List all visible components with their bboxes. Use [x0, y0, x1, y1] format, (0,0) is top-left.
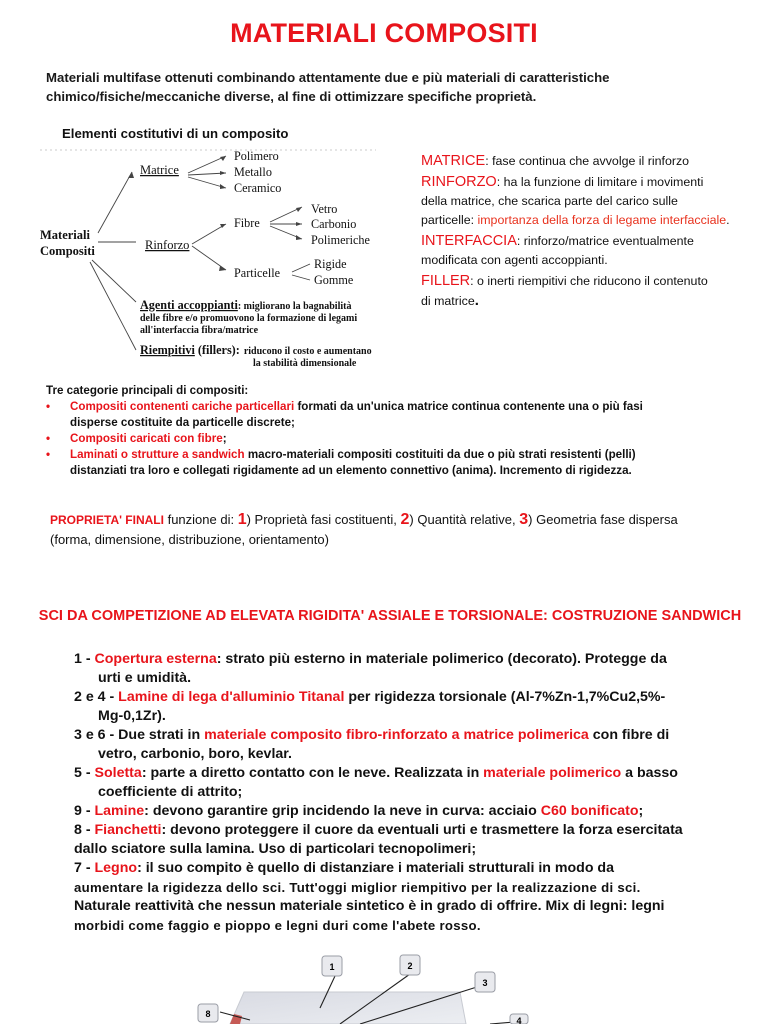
- ski-cross-section-figure: [190, 948, 550, 1024]
- ski-section-title: SCI DA COMPETIZIONE AD ELEVATA RIGIDITA' ASSIALE E TORSIONALE: COSTRUZIONE SANDWICH: [38, 608, 742, 624]
- final-properties-label: PROPRIETA' FINALI: [50, 513, 164, 527]
- diagram-root-2: Compositi: [40, 244, 95, 258]
- callout-2: [400, 955, 420, 975]
- diagram-agenti-desc-3: all'interfaccia fibra/matrice: [140, 325, 259, 336]
- diagram-polimeriche: Polimeriche: [311, 233, 370, 247]
- diagram-carbonio: Carbonio: [311, 217, 357, 231]
- diagram-metallo: Metallo: [234, 165, 272, 179]
- composite-categories: [46, 383, 746, 479]
- final-properties: PROPRIETA' FINALI funzione di: 1) Proprietà fasi costituenti, 2) Quantità relative, 3) Geometria fase dispersa (forma, dimensione, distribuzione, orientamento): [50, 511, 678, 547]
- list-item: 2 e 4 - Lamine di lega d'alluminio Titanal per rigidezza torsionale (Al-7%Zn-1,7%Cu2,5%-: [74, 689, 666, 705]
- term-filler: FILLER: [421, 273, 471, 289]
- diagram-heading: Elementi costitutivi di un composito: [62, 126, 289, 141]
- diagram-matrice: Matrice: [140, 163, 179, 177]
- list-item: 7 - Legno: il suo compito è quello di distanziare i materiali strutturali in modo da: [74, 860, 614, 876]
- svg-text:4: 4: [516, 1016, 522, 1024]
- intro-line-1: Materiali multifase ottenuti combinando attentamente due e più materiali di caratteristiche: [46, 70, 610, 85]
- diagram-riempitivi: Riempitivi (fillers): riducono il costo e aumentano: [140, 343, 372, 357]
- page-title: MATERIALI COMPOSITI: [230, 18, 538, 48]
- callout-3: [475, 972, 495, 992]
- diagram-riempitivi-desc-2: la stabilità dimensionale: [253, 358, 357, 369]
- callout-4: [510, 1014, 528, 1024]
- list-item: • Compositi contenenti cariche particellari formati da un'unica matrice continua contenente una o più fasi: [46, 399, 746, 415]
- rinforzo-highlight: importanza della forza di legame interfacciale: [477, 213, 727, 227]
- intro-paragraph: [46, 68, 696, 106]
- categories-list: • Compositi contenenti cariche particellari formati da un'unica matrice continua contenente una o più fasi disperse costituite da particelle discrete; • Compositi caricati con fibre; • Laminati o strutture a sandwich macro-materiali compositi costituiti da due o più strati resistenti (pelli) distanziati tra loro e collegati rigidamente ad un elemento connettivo (anima). Incremento di rigidezza.: [46, 399, 746, 479]
- diagram-gomme: Gomme: [314, 273, 354, 287]
- term-rinforzo: RINFORZO: [421, 174, 497, 190]
- diagram-agenti-desc-2: delle fibre e/o promuovono la formazione di legami: [140, 313, 358, 324]
- diagram-agenti: Agenti accoppianti: migliorano la bagnabilità: [140, 298, 352, 312]
- diagram-vetro: Vetro: [311, 202, 338, 216]
- definitions-panel: [421, 152, 751, 313]
- composite-elements-diagram: [40, 120, 420, 370]
- diagram-polimero: Polimero: [234, 149, 279, 163]
- diagram-root-1: Materiali: [40, 228, 90, 242]
- list-item: 5 - Soletta: parte a diretto contatto con le neve. Realizzata in materiale polimerico a basso: [74, 765, 678, 781]
- diagram-rigide: Rigide: [314, 257, 347, 271]
- svg-text:8: 8: [205, 1009, 211, 1019]
- diagram-particelle: Particelle: [234, 266, 281, 280]
- def-rinforzo: RINFORZO: ha la funzione di limitare i movimenti della matrice, che scarica parte del carico sulle particelle: importanza della forza di legame interfacciale.: [421, 174, 730, 227]
- ski-components-list: 1 - Copertura esterna: strato più esterno in materiale polimerico (decorato). Protegge da urti e umidità. 2 e 4 - Lamine di lega d'alluminio Titanal per rigidezza torsionale (Al-7%Zn-1,7%Cu2,5%- Mg-0,1Zr). 3 e 6 - Due strati in materiale composito fibro-rinforzato a matrice polimerica con fibre di vetro, carbonio, boro, kevlar. 5 - Soletta: parte a diretto contatto con le neve. Realizzata in materiale polimerico a basso coefficiente di attrito; 9 - Lamine: devono garantire grip incidendo la neve in curva: acciaio C60 bonificato; 8 - Fianchetti: devono proteggere il cuore da eventuali urti e trasmettere la forza esercitata dallo sciatore sulla lamina. Uso di particolari tecnopolimeri; 7 - Legno: il suo compito è quello di distanziare i materiali strutturali in modo da aumentare la rigidezza dello sci. Tutt'oggi miglior riempitivo per la realizzazione di sci. Naturale reattività che nessun materiale sintetico è in grado di offrire. Mix di legni: legni morbidi come faggio e pioppo e legni duri come l'abete rosso.: [74, 650, 754, 935]
- def-interfaccia: INTERFACCIA: rinforzo/matrice eventualmente modificata con agenti accoppianti.: [421, 233, 694, 267]
- list-item: 1 - Copertura esterna: strato più esterno in materiale polimerico (decorato). Protegge da: [74, 651, 667, 667]
- ski-body: [230, 992, 466, 1024]
- list-item: • Compositi caricati con fibre;: [46, 431, 746, 447]
- diagram-rinforzo: Rinforzo: [145, 238, 190, 252]
- list-item: • Laminati o strutture a sandwich macro-materiali compositi costituiti da due o più strati resistenti (pelli): [46, 447, 746, 463]
- term-interfaccia: INTERFACCIA: [421, 233, 517, 249]
- categories-heading: Tre categorie principali di compositi:: [46, 384, 249, 397]
- list-item: 8 - Fianchetti: devono proteggere il cuore da eventuali urti e trasmettere la forza esercitata: [74, 822, 683, 838]
- term-matrice: MATRICE: [421, 153, 486, 169]
- def-filler: FILLER: o inerti riempitivi che riducono il contenuto di matrice.: [421, 273, 708, 309]
- svg-text:2: 2: [407, 961, 413, 971]
- svg-text:1: 1: [329, 962, 335, 972]
- diagram-ceramico: Ceramico: [234, 181, 282, 195]
- list-item: 3 e 6 - Due strati in materiale composito fibro-rinforzato a matrice polimerica con fibre di: [74, 727, 670, 743]
- callout-8: [198, 1004, 218, 1022]
- svg-text:3: 3: [482, 978, 488, 988]
- list-item: 9 - Lamine: devono garantire grip incidendo la neve in curva: acciaio C60 bonificato;: [74, 803, 644, 819]
- intro-line-2: chimico/fisiche/meccaniche diverse, al fine di ottimizzare specifiche proprietà.: [46, 89, 537, 104]
- def-matrice: MATRICE: fase continua che avvolge il rinforzo: [421, 153, 690, 169]
- diagram-fibre: Fibre: [234, 216, 260, 230]
- callout-1: [322, 956, 342, 976]
